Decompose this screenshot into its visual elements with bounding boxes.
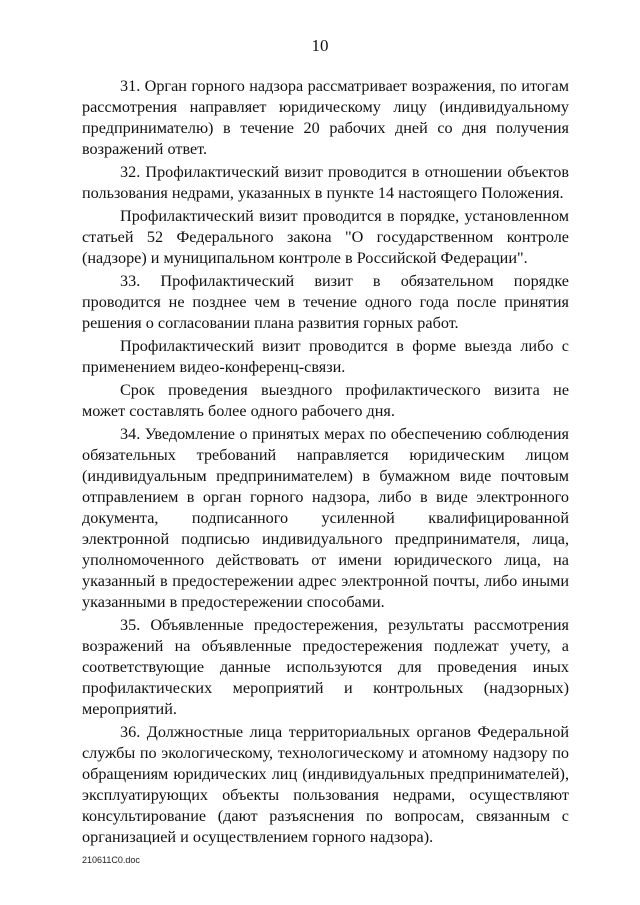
paragraph-34: 34. Уведомление о принятых мерах по обеспечению соблюдения обязательных требований направляется юридическим лицом (индивидуальным предпринимателем) в бумажном виде почтовым отправлением в орган горного надзора, либо в виде электронного документа, подписанного усиленной квалифицированной электронной подписью индивидуального предпринимателя, лица, уполномоченного действовать от имени юридического лица, на указанный в предостережении адрес электронной почты, либо иными указанными в предостережении способами. (82, 425, 569, 611)
document-body (82, 76, 569, 848)
paragraph-35: 35. Объявленные предостережения, результаты рассмотрения возражений на объявленные предостережения подлежат учету, а соответствующие данные используются для проведения иных профилактических мероприятий и контрольных (надзорных) мероприятий. (82, 616, 569, 718)
paragraph-32: 32. Профилактический визит проводится в отношении объектов пользования недрами, указанных в пункте 14 настоящего Положения. (82, 163, 569, 202)
paragraph-33: 33. Профилактический визит в обязательном порядке проводится не позднее чем в течение одного года после принятия решения о согласовании плана развития горных работ. (82, 272, 569, 332)
paragraph-33-form: Профилактический визит проводится в форме выезда либо с применением видео-конференц-связи. (82, 337, 569, 376)
footer-file-code: 210611C0.doc (82, 855, 140, 865)
page-number: 10 (311, 36, 329, 55)
paragraph-32-continued: Профилактический визит проводится в порядке, установленном статьей 52 Федерального закона "О государственном контроле (надзоре) и муниципальном контроле в Российской Федерации". (82, 207, 569, 267)
paragraph-31: 31. Орган горного надзора рассматривает возражения, по итогам рассмотрения направляет юридическому лицу (индивидуальному предпринимателю) в течение 20 рабочих дней со дня получения возражений ответ. (82, 77, 569, 158)
paragraph-33-duration: Срок проведения выездного профилактического визита не может составлять более одного рабочего дня. (82, 381, 569, 420)
paragraph-36: 36. Должностные лица территориальных органов Федеральной службы по экологическому, технологическому и атомному надзору по обращениям юридических лиц (индивидуальных предпринимателей), эксплуатирующих объекты пользования недрами, осуществляют консультирование (дают разъяснения по вопросам, связанным с организацией и осуществлением горного надзора). (82, 723, 569, 846)
